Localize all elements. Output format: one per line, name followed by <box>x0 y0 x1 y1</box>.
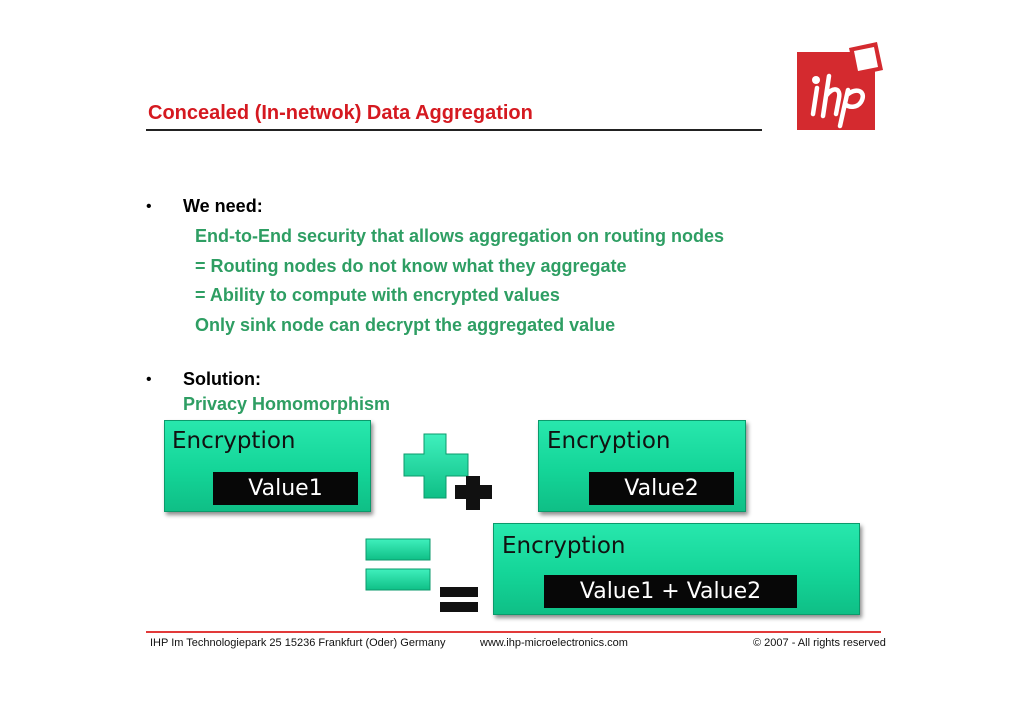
encryption-label: Encryption <box>547 428 671 454</box>
ihp-logo <box>797 40 883 132</box>
plus-icon <box>402 432 502 512</box>
value1-pill: Value1 <box>213 472 358 505</box>
requirement-line: = Ability to compute with encrypted values <box>195 285 560 305</box>
requirement-line: = Routing nodes do not know what they aggregate <box>195 256 627 276</box>
requirement-line: End-to-End security that allows aggregation on routing nodes <box>195 226 725 246</box>
value-sum-pill: Value1 + Value2 <box>544 575 797 608</box>
requirement-line: Only sink node can decrypt the aggregated value <box>195 315 616 335</box>
solution-line: Privacy Homomorphism <box>183 394 391 414</box>
footer-website[interactable]: www.ihp-microelectronics.com <box>480 637 628 649</box>
bullet-marker: • <box>146 371 152 388</box>
encryption-box-result <box>493 523 860 615</box>
bullet-heading-solution: Solution: <box>183 369 261 389</box>
footer-address: IHP Im Technologiepark 25 15236 Frankfurt (Oder) Germany <box>150 637 446 649</box>
encryption-label: Encryption <box>172 428 296 454</box>
footer-divider <box>146 631 881 633</box>
equals-icon <box>364 536 484 616</box>
encryption-label: Encryption <box>502 533 626 559</box>
encryption-box-1 <box>164 420 371 512</box>
title-underline <box>146 129 762 131</box>
encryption-box-2 <box>538 420 746 512</box>
bullet-heading-we-need: We need: <box>183 196 263 216</box>
footer-copyright: © 2007 - All rights reserved <box>753 637 886 649</box>
slide-title: Concealed (In-netwok) Data Aggregation <box>148 102 533 124</box>
bullet-marker: • <box>146 198 152 215</box>
value2-pill: Value2 <box>589 472 734 505</box>
